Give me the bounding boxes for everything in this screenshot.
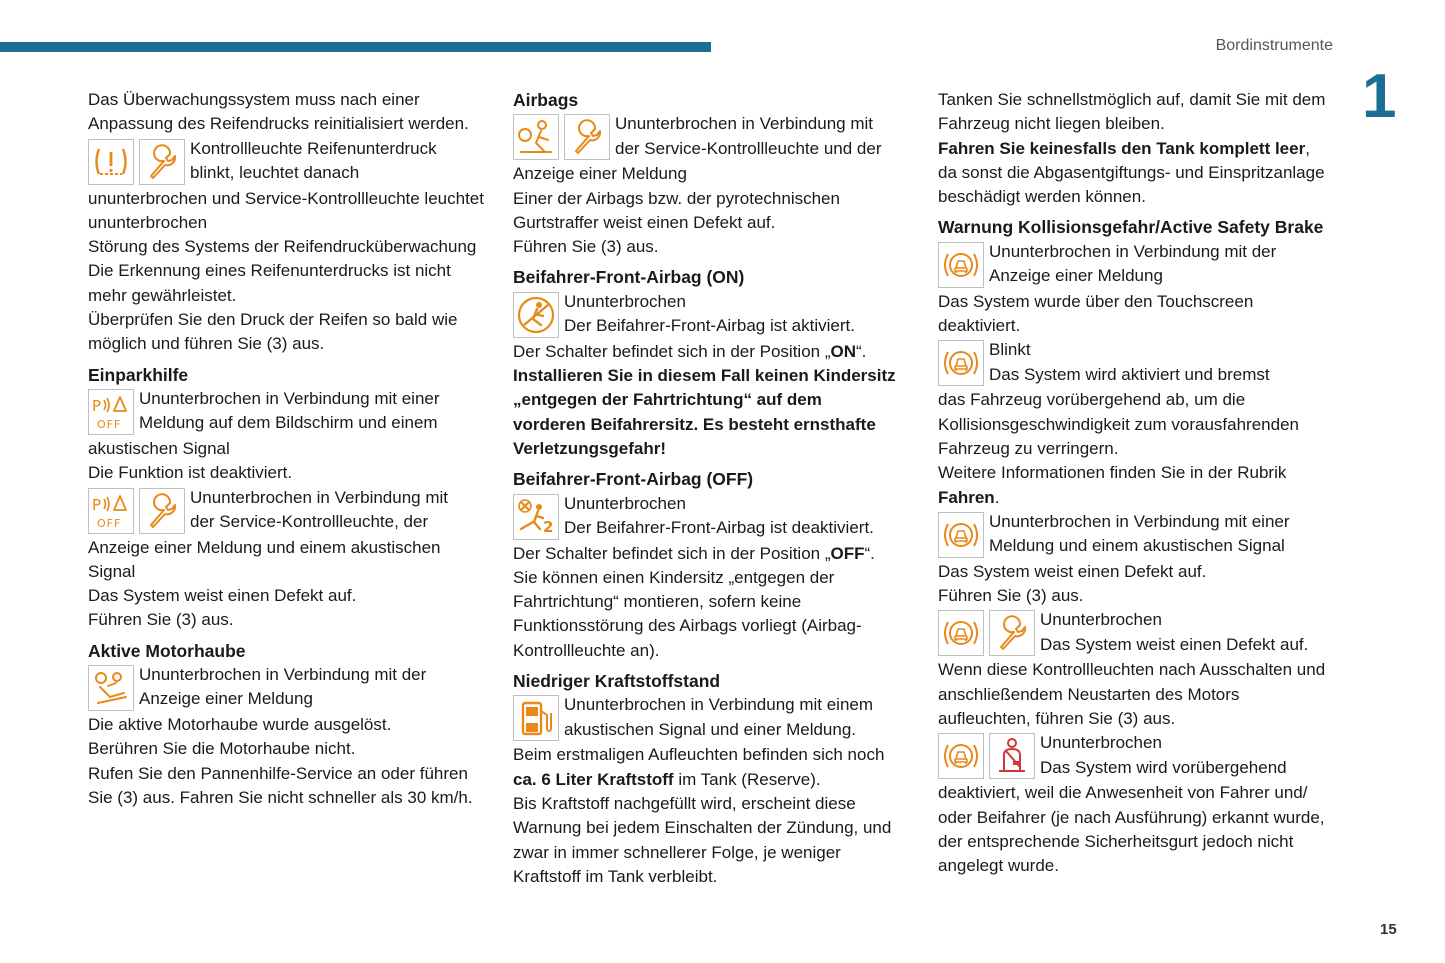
service-wrench-icon <box>564 114 610 160</box>
heading-low-fuel: Niedriger Kraftstoffstand <box>513 671 721 692</box>
fuel-pump-icon <box>513 695 559 741</box>
paragraph: der Service-Kontrollleuchte, der <box>190 511 429 531</box>
paragraph: Ununterbrochen <box>1040 733 1162 753</box>
paragraph <box>938 461 1330 510</box>
warning-paragraph <box>513 364 898 461</box>
text-run: Fahren <box>938 487 995 507</box>
text-run: Der Schalter befindet sich in der Position „ <box>513 543 831 563</box>
paragraph: Anzeige einer Meldung <box>989 266 1163 286</box>
paragraph: Ununterbrochen in Verbindung mit <box>190 487 448 507</box>
heading-airbags: Airbags <box>513 90 579 110</box>
heading-airbag-on: Beifahrer-Front-Airbag (ON) <box>513 267 745 288</box>
paragraph <box>513 542 898 566</box>
paragraph: Die Erkennung eines Reifenunterdrucks ist nicht mehr gewährleistet. <box>88 261 451 305</box>
column-3 <box>938 88 1330 879</box>
text-run: Weitere Informationen finden Sie in der Rubrik <box>938 463 1287 483</box>
header-accent-bar <box>0 42 711 52</box>
paragraph: blinkt, leuchtet danach <box>190 162 360 182</box>
paragraph: Der Beifahrer-Front-Airbag ist aktiviert. <box>564 316 855 336</box>
paragraph: Führen Sie (3) aus. <box>938 586 1084 606</box>
text-run: ca. 6 Liter Kraftstoff <box>513 769 674 789</box>
paragraph: Die aktive Motorhaube wurde ausgelöst. <box>88 715 392 735</box>
paragraph: Ununterbrochen in Verbindung mit der <box>139 665 427 685</box>
paragraph: Ununterbrochen in Verbindung mit einem <box>564 695 874 715</box>
paragraph: Anzeige einer Meldung <box>139 689 313 709</box>
text-run: im Tank (Reserve). <box>673 769 821 789</box>
paragraph: Führen Sie (3) aus. <box>88 610 234 630</box>
column-2 <box>513 88 898 889</box>
paragraph: Das System wurde über den Touchscreen deaktiviert. <box>938 291 1254 336</box>
paragraph <box>938 137 1330 210</box>
text-run: Der Schalter befindet sich in der Position „ <box>513 341 831 361</box>
collision-warning-icon <box>938 512 984 558</box>
paragraph <box>513 743 898 792</box>
paragraph: Der Beifahrer-Front-Airbag ist deaktiviert. <box>564 517 874 537</box>
text-run: , da sonst die Abgasentgiftungs- und Einspritzanlage beschädigt werden können. <box>938 138 1325 207</box>
column-1 <box>88 88 488 810</box>
park-assist-off-icon <box>88 488 134 534</box>
text-run: Fahren Sie keinesfalls den Tank komplett leer <box>938 138 1306 158</box>
service-wrench-icon <box>139 139 185 185</box>
paragraph <box>513 340 898 364</box>
heading-airbag-off: Beifahrer-Front-Airbag (OFF) <box>513 469 754 490</box>
paragraph: Das System weist einen Defekt auf. <box>1040 634 1309 654</box>
section-title: Bordinstrumente <box>1215 37 1333 54</box>
paragraph: Kontrollleuchte Reifenunterdruck <box>190 138 437 158</box>
collision-warning-icon <box>938 340 984 386</box>
paragraph: Ununterbrochen <box>1040 610 1162 630</box>
collision-warning-icon <box>938 242 984 288</box>
chapter-number: 1 <box>1362 62 1397 131</box>
paragraph: Tanken Sie schnellstmöglich auf, damit Sie mit dem Fahrzeug nicht liegen bleiben. <box>938 90 1326 134</box>
paragraph: Führen Sie (3) aus. <box>513 237 659 257</box>
paragraph: der Service-Kontrollleuchte und der <box>615 138 882 158</box>
heading-collision-warning: Warnung Kollisionsgefahr/Active Safety Brake <box>938 217 1324 238</box>
service-wrench-icon <box>989 610 1035 656</box>
paragraph: Ununterbrochen in Verbindung mit einer <box>139 388 440 408</box>
airbag-warning-icon <box>513 114 559 160</box>
paragraph: Ununterbrochen in Verbindung mit <box>615 114 873 134</box>
active-hood-icon <box>88 665 134 711</box>
text-run: ON <box>830 341 856 361</box>
paragraph: Blinkt <box>989 340 1031 360</box>
paragraph: Wenn diese Kontrollleuchten nach Ausschalten und anschließendem Neustarten des Motors aufleuchten, führen Sie (3) aus. <box>938 660 1326 729</box>
paragraph: Rufen Sie den Pannenhilfe-Service an oder führen Sie (3) aus. Fahren Sie nicht schneller als 30 km/h. <box>88 763 473 807</box>
paragraph: Sie können einen Kindersitz „entgegen der Fahrtrichtung“ montieren, sofern keine Funktionsstörung des Airbags vorliegt (Airbag-Kontrollleuchte an). <box>513 567 862 660</box>
paragraph: Anzeige einer Meldung <box>513 164 687 184</box>
tyre-pressure-warning-icon <box>88 139 134 185</box>
service-wrench-icon <box>139 488 185 534</box>
heading-active-hood: Aktive Motorhaube <box>88 640 246 661</box>
paragraph: Einer der Airbags bzw. der pyrotechnischen Gurtstraffer weist einen Defekt auf. <box>513 188 840 232</box>
passenger-airbag-off-icon <box>513 494 559 540</box>
passenger-airbag-on-icon <box>513 292 559 338</box>
text-run: . <box>994 487 1000 507</box>
paragraph: Ununterbrochen <box>564 291 686 311</box>
text-run: “. <box>856 341 867 361</box>
paragraph: ununterbrochen und Service-Kontrollleuchte leuchtet ununterbrochen <box>88 188 484 232</box>
heading-parking-assist: Einparkhilfe <box>88 364 189 385</box>
park-assist-off-icon <box>88 389 134 435</box>
paragraph: Ununterbrochen in Verbindung mit der <box>989 241 1277 261</box>
text-run: Beim erstmaligen Aufleuchten befinden sich noch <box>513 745 885 765</box>
paragraph: Das System wird vorübergehend <box>1040 757 1287 777</box>
paragraph: Meldung auf dem Bildschirm und einem <box>139 413 438 433</box>
paragraph: Überprüfen Sie den Druck der Reifen so bald wie möglich und führen Sie (3) aus. <box>88 310 458 354</box>
text-run: Installieren Sie in diesem Fall keinen Kindersitz „entgegen der Fahrtrichtung“ auf dem vorderen Beifahrersitz. Es besteht ernsthafte Verletzungsgefahr! <box>513 366 896 458</box>
paragraph: Das System wird aktiviert und bremst <box>989 364 1270 384</box>
text-run: OFF <box>830 543 865 563</box>
paragraph: Störung des Systems der Reifendrucküberwachung <box>88 237 477 257</box>
paragraph: Die Funktion ist deaktiviert. <box>88 463 293 483</box>
paragraph: Das System weist einen Defekt auf. <box>938 561 1207 581</box>
paragraph: Das System weist einen Defekt auf. <box>88 586 357 606</box>
paragraph: deaktiviert, weil die Anwesenheit von Fahrer und/ oder Beifahrer (je nach Ausführung) erkannt wurde, der entsprechende Sicherheitsgurt jedoch nicht angelegt wurde. <box>938 783 1325 876</box>
paragraph: das Fahrzeug vorübergehend ab, um die Kollisionsgeschwindigkeit zum vorausfahrenden Fahrzeug zu verringern. <box>938 390 1299 458</box>
paragraph: akustischen Signal <box>88 438 230 458</box>
collision-warning-icon <box>938 733 984 779</box>
text-run: “. <box>864 543 875 563</box>
paragraph: Ununterbrochen <box>564 493 686 513</box>
paragraph: Bis Kraftstoff nachgefüllt wird, erscheint diese Warnung bei jedem Einschalten der Zündung, und zwar in immer schnellerer Folge, je weniger Kraftstoff im Tank verbleibt. <box>513 793 892 886</box>
paragraph: Anzeige einer Meldung und einem akustischen Signal <box>88 537 441 581</box>
paragraph: Berühren Sie die Motorhaube nicht. <box>88 739 356 759</box>
collision-warning-icon <box>938 610 984 656</box>
paragraph: Meldung und einem akustischen Signal <box>989 536 1285 556</box>
seatbelt-warning-icon <box>989 733 1035 779</box>
page-number: 15 <box>1380 921 1397 938</box>
paragraph: akustischen Signal und einer Meldung. <box>564 719 857 739</box>
paragraph: Ununterbrochen in Verbindung mit einer <box>989 511 1290 531</box>
paragraph: Das Überwachungssystem muss nach einer Anpassung des Reifendrucks reinitialisiert werden. <box>88 90 469 134</box>
